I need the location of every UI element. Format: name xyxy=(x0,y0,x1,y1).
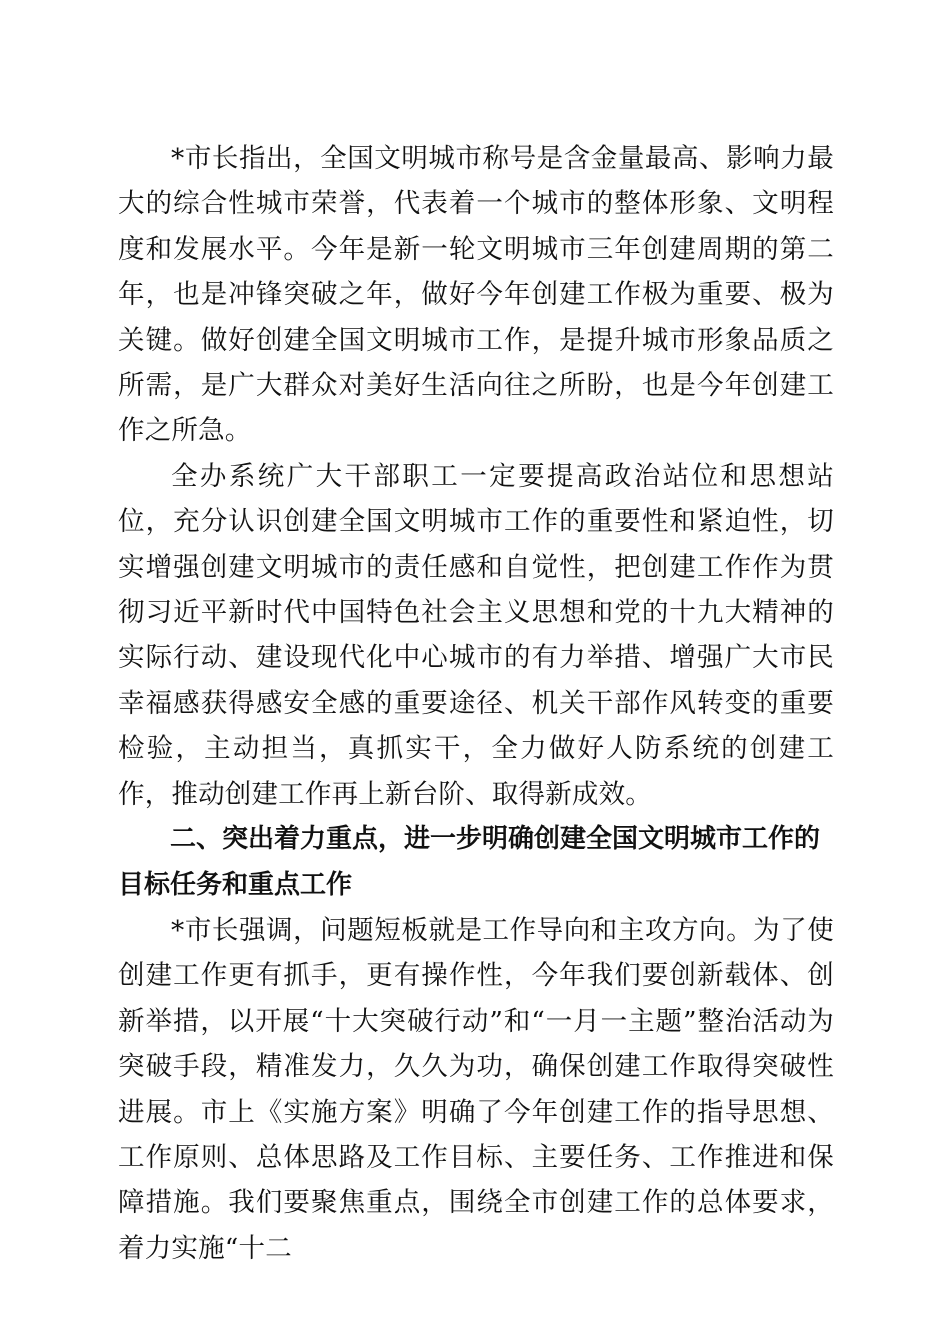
paragraph-staff-requirements: 全办系统广大干部职工一定要提高政治站位和思想站位，充分认识创建全国文明城市工作的重要性和紧迫性，切实增强创建文明城市的责任感和自觉性，把创建工作作为贯彻习近平新时代中国特色社会主义思想和党的十九大精神的实际行动、建设现代化中心城市的有力举措、增强广大市民幸福感获得感安全感的重要途径、机关干部作风转变的重要检验，主动担当，真抓实干，全力做好人防系统的创建工作，推动创建工作再上新台阶、取得新成效。 xyxy=(118,460,834,810)
section-heading: 二、突出着力重点，进一步明确创建全国文明城市工作的目标任务和重点工作 xyxy=(118,824,821,900)
paragraph-mayor-emphasis: *市长强调，问题短板就是工作导向和主攻方向。为了使创建工作更有抓手，更有操作性，今年我们要创新载体、创新举措，以开展“十大突破行动”和“一月一主题”整治活动为突破手段，精准发力，久久为功，确保创建工作取得突破性进展。市上《实施方案》明确了今年创建工作的指导思想、工作原则、总体思路及工作目标、主要任务、工作推进和保障措施。我们要聚焦重点，围绕全市创建工作的总体要求，着力实施“十二 xyxy=(118,914,834,1264)
paragraph-mayor-remarks: *市长指出，全国文明城市称号是含金量最高、影响力最大的综合性城市荣誉，代表着一个城市的整体形象、文明程度和发展水平。今年是新一轮文明城市三年创建周期的第二年，也是冲锋突破之年，做好今年创建工作极为重要、极为关键。做好创建全国文明城市工作，是提升城市形象品质之所需，是广大群众对美好生活向往之所盼，也是今年创建工作之所急。 xyxy=(118,143,834,447)
document-page xyxy=(118,136,834,1271)
